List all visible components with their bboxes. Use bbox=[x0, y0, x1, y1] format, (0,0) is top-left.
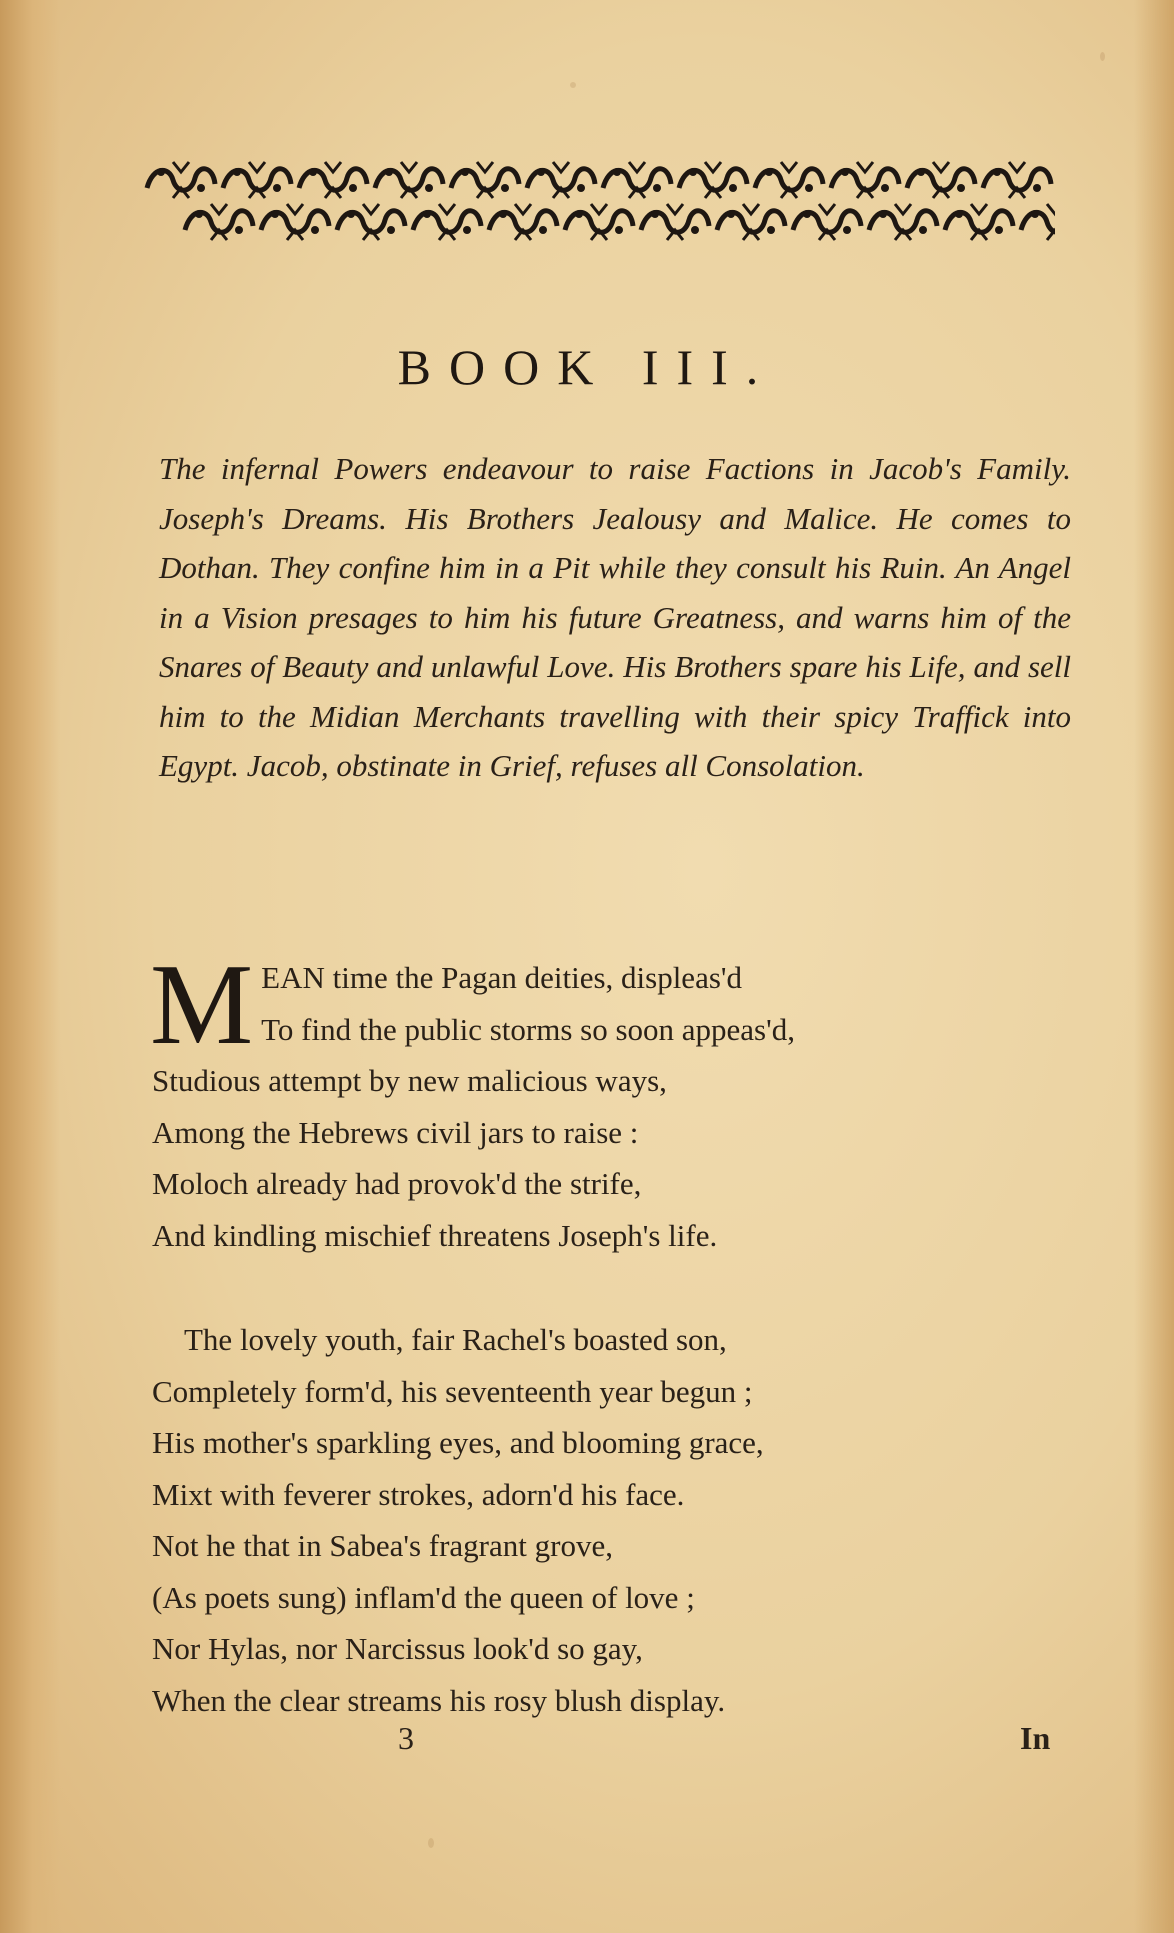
verse-line: Not he that in Sabea's fragrant grove, bbox=[152, 1528, 613, 1563]
drop-cap: M bbox=[150, 941, 254, 1069]
paper-stain bbox=[428, 1838, 434, 1848]
verse-line: Moloch already had provok'd the strife, bbox=[152, 1166, 642, 1201]
chapter-argument: The infernal Powers endeavour to raise Factions in Jacob's Family. Joseph's Dreams. His Brothers Jealousy and Malice. He comes to Dothan. They confine him in a Pit while they consult his Ruin. An Angel in a Vision presages to him his future Greatness, and warns him of the Snares of Beauty and unlawful Love. His Brothers spare his Life, and sell him to the Midian Merchants travelling with their spicy Traffick into Egypt. Jacob, obstinate in Grief, refuses all Consolation. bbox=[159, 451, 1071, 783]
verse-line: Completely form'd, his seventeenth year begun ; bbox=[152, 1373, 753, 1409]
stanza-2 bbox=[152, 1314, 1052, 1726]
ornament-headpiece-icon bbox=[143, 158, 1055, 242]
verse-line: Mixt with feverer strokes, adorn'd his face. bbox=[152, 1476, 685, 1512]
verse-line: And kindling mischief threatens Joseph's life. bbox=[152, 1217, 718, 1253]
verse-line: EAN time the Pagan deities, displeas'd bbox=[261, 960, 742, 995]
verse-line: Studious attempt by new malicious ways, bbox=[152, 1063, 667, 1098]
verse-line: (As poets sung) inflam'd the queen of love ; bbox=[152, 1579, 695, 1615]
verse-line: When the clear streams his rosy blush display. bbox=[152, 1682, 726, 1718]
verse-line: His mother's sparkling eyes, and blooming grace, bbox=[152, 1425, 764, 1460]
signature-mark: 3 bbox=[398, 1720, 414, 1756]
verse-line: To find the public storms so soon appeas'd, bbox=[261, 1011, 795, 1047]
paper-stain bbox=[1100, 52, 1105, 61]
verse-line: The lovely youth, fair Rachel's boasted son, bbox=[184, 1322, 727, 1357]
verse-line: Among the Hebrews civil jars to raise : bbox=[152, 1114, 639, 1150]
stanza-1 bbox=[150, 941, 1052, 1261]
catchword: In bbox=[1020, 1720, 1051, 1756]
book-title: BOOK III. bbox=[397, 339, 777, 395]
verse-line: Nor Hylas, nor Narcissus look'd so gay, bbox=[152, 1631, 643, 1666]
paper-stain bbox=[570, 82, 576, 88]
